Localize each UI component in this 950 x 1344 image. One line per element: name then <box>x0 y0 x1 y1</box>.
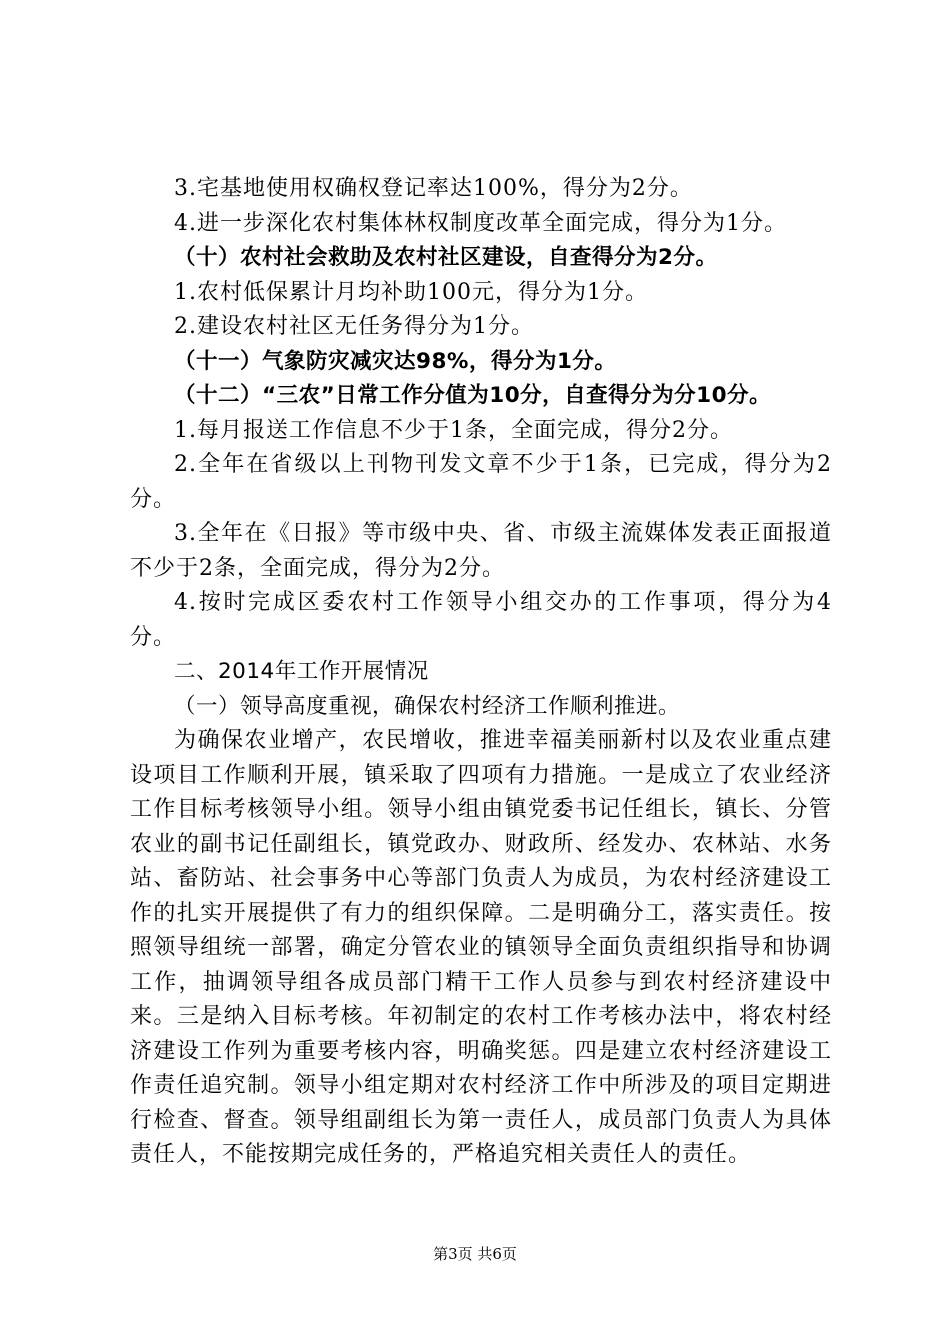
section-heading-10: （十）农村社会救助及农村社区建设，自查得分为2分。 <box>174 245 718 270</box>
section-heading-11: （十一）气象防灾减灾达98%，得分为1分。 <box>174 348 617 374</box>
paragraph-item-12-3: 3.全年在《日报》等市级中央、省、市级主流媒体发表正面报道不少于2条，全面完成，得分为2分。 <box>130 521 832 581</box>
document-body <box>130 172 832 1173</box>
paragraph-item-4: 4.进一步深化农村集体林权制度改革全面完成，得分为1分。 <box>174 210 787 236</box>
paragraph-item-10-1: 1.农村低保累计月均补助100元，得分为1分。 <box>174 279 648 305</box>
page-footer: 第3页 共6页 <box>433 1245 517 1263</box>
paragraph-item-10-2: 2.建设农村社区无任务得分为1分。 <box>174 314 534 339</box>
chapter-heading-2: 二、2014年工作开展情况 <box>174 659 429 684</box>
paragraph-item-12-4: 4.按时完成区委农村工作领导小组交办的工作事项，得分为4分。 <box>130 590 832 650</box>
subsection-heading-1: （一）领导高度重视，确保农村经济工作顺利推进。 <box>174 693 681 719</box>
paragraph-item-12-1: 1.每月报送工作信息不少于1条，全面完成，得分2分。 <box>174 417 733 443</box>
paragraph-item-3: 3.宅基地使用权确权登记率达100%，得分为2分。 <box>174 176 693 201</box>
paragraph-item-12-2: 2.全年在省级以上刊物刊发文章不少于1条，已完成，得分为2分。 <box>130 452 832 512</box>
body-paragraph: 为确保农业增产，农民增收，推进幸福美丽新村以及农业重点建设项目工作顺利开展，镇采取了四项有力措施。一是成立了农业经济工作目标考核领导小组。领导小组由镇党委书记任组长，镇长、分管农业的副书记任副组长，镇党政办、财政所、经发办、农林站、水务站、畜防站、社会事务中心等部门负责人为成员，为农村经济建设工作的扎实开展提供了有力的组织保障。二是明确分工，落实责任。按照领导组统一部署，确定分管农业的镇领导全面负责组织指导和协调工作，抽调领导组各成员部门精干工作人员参与到农村经济建设中来。三是纳入目标考核。年初制定的农村工作考核办法中，将农村经济建设工作列为重要考核内容，明确奖惩。四是建立农村经济建设工作责任追究制。领导小组定期对农村经济工作中所涉及的项目定期进行检查、督查。领导组副组长为第一责任人，成员部门负责人为具体责任人，不能按期完成任务的，严格追究相关责任人的责任。 <box>130 728 832 1167</box>
section-heading-12: （十二）“三农”日常工作分值为10分，自查得分为分10分。 <box>174 383 772 408</box>
